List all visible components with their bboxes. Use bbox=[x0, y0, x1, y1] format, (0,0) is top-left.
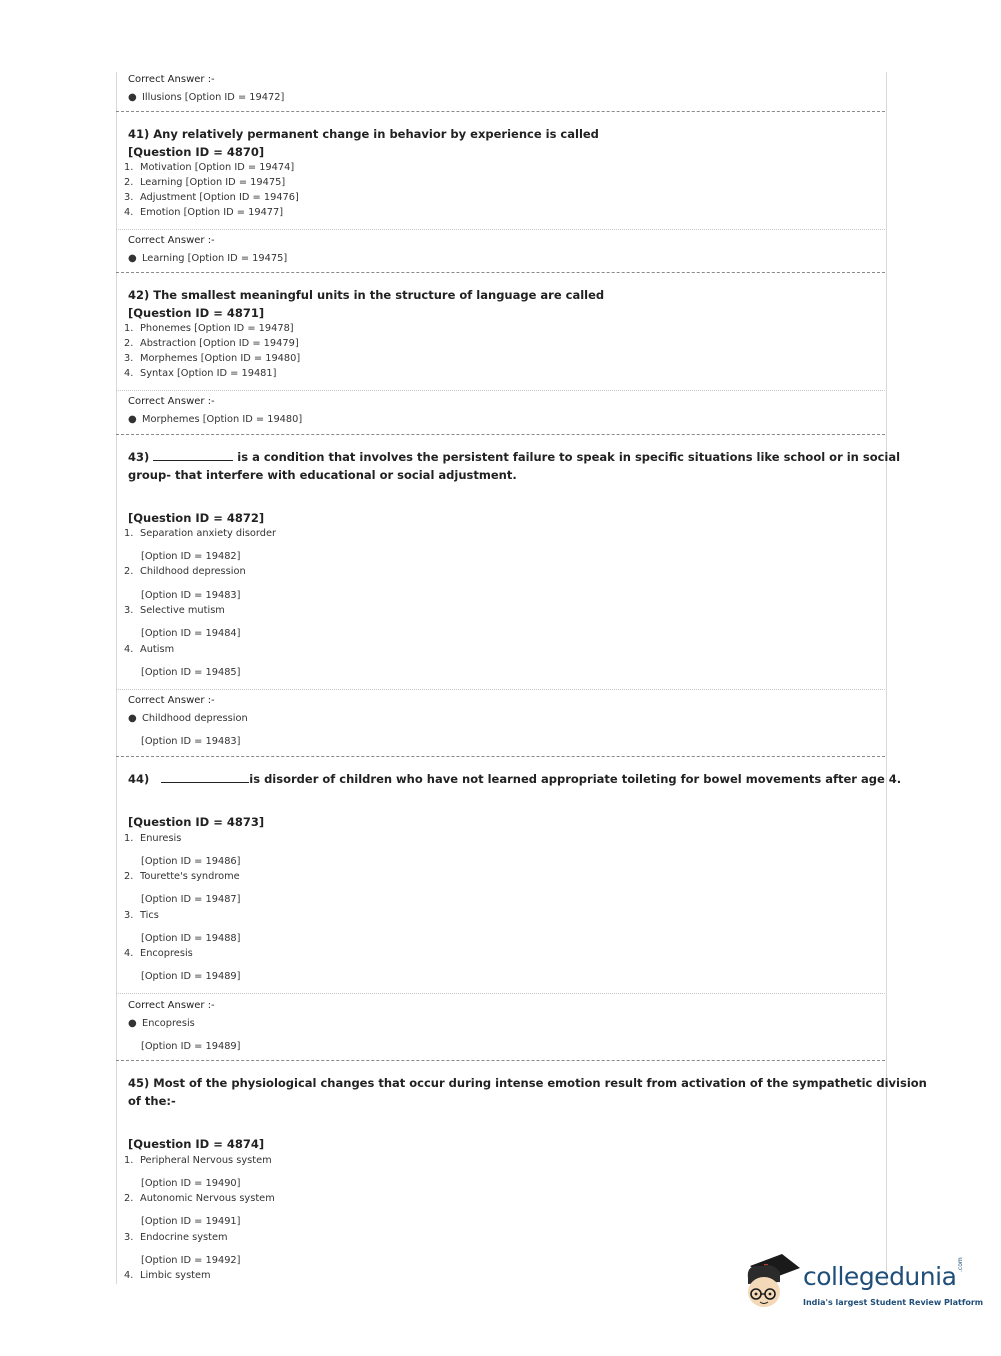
separator bbox=[116, 111, 885, 112]
divider bbox=[116, 390, 885, 391]
q44-option-3: 3. Tics bbox=[124, 910, 159, 921]
separator bbox=[116, 756, 885, 757]
q43-option-1: 1. Separation anxiety disorder bbox=[124, 528, 277, 539]
q43-option-1-id: [Option ID = 19482] bbox=[141, 551, 241, 562]
separator bbox=[116, 1060, 885, 1061]
q43-question-line-2: group- that interfere with educational or social adjustment. bbox=[128, 468, 517, 482]
q44-option-4: 4. Encopresis bbox=[124, 948, 193, 959]
separator bbox=[116, 434, 885, 435]
q40-correct-label: Correct Answer :- bbox=[128, 74, 215, 85]
q43-option-3-id: [Option ID = 19484] bbox=[141, 628, 241, 639]
q43-correct-label: Correct Answer :- bbox=[128, 695, 215, 706]
q44-correct-label: Correct Answer :- bbox=[128, 1000, 215, 1011]
q42-option-2: 2. Abstraction [Option ID = 19479] bbox=[124, 338, 299, 349]
q45-option-2-id: [Option ID = 19491] bbox=[141, 1216, 241, 1227]
q41-option-1: 1. Motivation [Option ID = 19474] bbox=[124, 162, 295, 173]
q41-correct-label: Correct Answer :- bbox=[128, 235, 215, 246]
q45-question-line-1: 45) Most of the physiological changes that occur during intense emotion result from activation of the sympathetic division bbox=[128, 1076, 927, 1090]
q43-question-line-1: 43) is a condition that involves the persistent failure to speak in specific situations like school or in social bbox=[128, 450, 901, 464]
q45-question-id: [Question ID = 4874] bbox=[128, 1137, 265, 1151]
q44-correct-answer-id: [Option ID = 19489] bbox=[141, 1041, 241, 1052]
fill-in-blank bbox=[153, 451, 233, 461]
q43-option-2-id: [Option ID = 19483] bbox=[141, 590, 241, 601]
q45-option-1: 1. Peripheral Nervous system bbox=[124, 1155, 272, 1166]
q45-option-3-id: [Option ID = 19492] bbox=[141, 1255, 241, 1266]
q44-option-2: 2. Tourette's syndrome bbox=[124, 871, 240, 882]
q44-question-id: [Question ID = 4873] bbox=[128, 815, 265, 829]
q43-correct-answer-id: [Option ID = 19483] bbox=[141, 736, 241, 747]
q43-option-2: 2. Childhood depression bbox=[124, 566, 246, 577]
q45-question-line-2: of the:- bbox=[128, 1094, 176, 1108]
q41-question: 41) Any relatively permanent change in behavior by experience is called bbox=[128, 127, 599, 141]
q44-question: 44) is disorder of children who have not learned appropriate toileting for bowel movements after age 4. bbox=[128, 772, 902, 786]
brand-com: .com bbox=[957, 1257, 964, 1272]
q41-option-4: 4. Emotion [Option ID = 19477] bbox=[124, 207, 284, 218]
q44-option-1-id: [Option ID = 19486] bbox=[141, 856, 241, 867]
q41-option-3: 3. Adjustment [Option ID = 19476] bbox=[124, 192, 299, 203]
fill-in-blank bbox=[161, 773, 249, 783]
q43-option-4-id: [Option ID = 19485] bbox=[141, 667, 241, 678]
q42-question: 42) The smallest meaningful units in the structure of language are called bbox=[128, 288, 605, 302]
q44-correct-answer: ● Encopresis bbox=[128, 1018, 195, 1029]
q45-option-3: 3. Endocrine system bbox=[124, 1232, 228, 1243]
q42-option-4: 4. Syntax [Option ID = 19481] bbox=[124, 368, 277, 379]
q44-option-2-id: [Option ID = 19487] bbox=[141, 894, 241, 905]
q44-option-3-id: [Option ID = 19488] bbox=[141, 933, 241, 944]
q44-option-1: 1. Enuresis bbox=[124, 833, 182, 844]
brand-tagline: India's largest Student Review Platform bbox=[803, 1298, 984, 1307]
q42-option-1: 1. Phonemes [Option ID = 19478] bbox=[124, 323, 294, 334]
q45-option-4: 4. Limbic system bbox=[124, 1270, 211, 1281]
divider bbox=[116, 689, 885, 690]
q40-correct-answer: ● Illusions [Option ID = 19472] bbox=[128, 92, 285, 103]
brand-name: collegedunia bbox=[803, 1262, 957, 1291]
q43-correct-answer: ● Childhood depression bbox=[128, 713, 248, 724]
q42-correct-label: Correct Answer :- bbox=[128, 396, 215, 407]
q43-question-id: [Question ID = 4872] bbox=[128, 511, 265, 525]
q43-option-4: 4. Autism bbox=[124, 644, 175, 655]
collegedunia-mascot-icon bbox=[742, 1248, 802, 1318]
q45-option-1-id: [Option ID = 19490] bbox=[141, 1178, 241, 1189]
divider bbox=[116, 229, 885, 230]
divider bbox=[116, 993, 885, 994]
q44-option-4-id: [Option ID = 19489] bbox=[141, 971, 241, 982]
q43-option-3: 3. Selective mutism bbox=[124, 605, 225, 616]
q41-correct-answer: ● Learning [Option ID = 19475] bbox=[128, 253, 288, 264]
q42-question-id: [Question ID = 4871] bbox=[128, 306, 265, 320]
q42-correct-answer: ● Morphemes [Option ID = 19480] bbox=[128, 414, 303, 425]
q45-option-2: 2. Autonomic Nervous system bbox=[124, 1193, 275, 1204]
q41-question-id: [Question ID = 4870] bbox=[128, 145, 265, 159]
q42-option-3: 3. Morphemes [Option ID = 19480] bbox=[124, 353, 301, 364]
q41-option-2: 2. Learning [Option ID = 19475] bbox=[124, 177, 286, 188]
separator bbox=[116, 272, 885, 273]
